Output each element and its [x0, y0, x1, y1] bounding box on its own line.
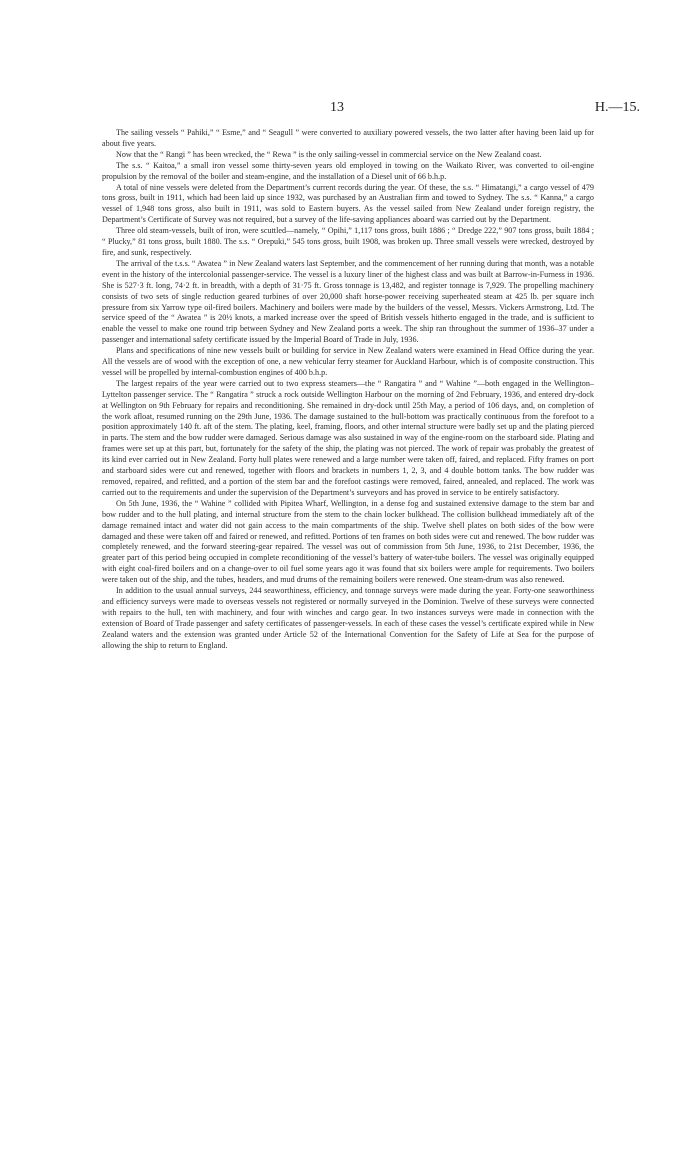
page-number: 13 [330, 100, 344, 115]
page-header [0, 100, 700, 120]
paragraph-new-vessel-plans: Plans and specifications of nine new vessels built or building for service in New Zealand waters were examined in Head Office during the year. All the vessels are of wood with the exception of one, a new vehicular ferry steamer for Auckland Harbour, which is of composite construction. This vessel will be propelled by internal-combustion engines of 400 b.h.p. [102, 346, 594, 377]
paragraph-steam-vessels-scuttled: Three old steam-vessels, built of iron, were scuttled—namely, “ Opihi,” 1,117 tons gross, built 1886 ; “ Dredge 222,” 907 tons gross, built 1884 ; “ Plucky,” 81 tons gross, built 1880. The s.s. “ Orepuki,” 545 tons gross, built 1908, was broken up. Three small vessels were wrecked, destroyed by fire, and sunk, respectively. [102, 226, 594, 257]
paragraph-wahine-collision: On 5th June, 1936, the “ Wahine ” collided with Pipitea Wharf, Wellington, in a dense fog and sustained extensive damage to the stem bar and bow rudder and to the hull plating, and internal structure from the stem to the chain locker bulkhead. The collision bulkhead immediately aft of the damage remained intact and water did not gain access to the main compartments of the ship. Twelve shell plates on both sides of the bow were damaged and these were taken off and faired or renewed, and refitted. Portions of ten frames on both sides were cut and renewed. The bow rudder was completely renewed, and the forward steering-gear repaired. The vessel was out of commission from 5th June, 1936, to 21st December, 1936, the greater part of this period being occupied in complete reconditioning of the vessel’s battery of water-tube boilers. The vessel was originally equipped with eight coal-fired boilers and on a change-over to oil fuel some years ago it was found that six boilers were ample for requirements. Two boilers were taken out of the ship, and the tubes, headers, and mud drums of the remaining boilers were renewed. One steam-drum was also renewed. [102, 498, 594, 585]
paragraph-kaitoa: The s.s. “ Kaitoa,” a small iron vessel some thirty-seven years old employed in towing on the Waikato River, was converted to oil-engine propulsion by the removal of the boiler and steam-engine, and the installation of a Diesel unit of 66 b.h.p. [102, 160, 594, 181]
paragraph-rangatira-repairs: The largest repairs of the year were carried out to two express steamers—the “ Rangatira ” and “ Wahine ”—both engaged in the Wellington–Lyttelton passenger service. The “ Rangatira ” struck a rock outside Wellington Harbour on the morning of 2nd February, 1936, and entered dry-dock at Wellington on 9th February for repairs and reconditioning. She remained in dry-dock until 25th May, a period of 106 days, and, on completion of the work afloat, resumed running on the 29th June, 1936. The damage sustained to the hull-bottom was practically continuous from the forefoot to a position approximately 140 ft. aft of the stem. The plating, keel, framing, floors, and other internal structure were badly set up and the plating pierced in parts. The stem and the bow rudder were damaged. Serious damage was also sustained in way of the engine-room on the starboard side. Plating and frames were set up at this part, but, fortunately for the safety of the ship, the plating was not pierced. The work of repair was probably the greatest of its kind ever carried out in New Zealand. Forty hull plates were renewed and a large number were taken off, faired, and replaced. Fifty frames on port and starboard sides were cut and renewed, together with floors and brackets in numbers 1, 2, 3, and 4 double bottom tanks. The bow rudder was removed, repaired, and refitted, and a portion of the stem bar and the forefoot castings were removed, faired, annealed, and replaced. The work was carried out to the requirements and under the supervision of the Department’s surveyors and has proved in service to be entirely satisfactory. [102, 378, 594, 497]
paragraph-sailing-vessels: The sailing vessels “ Pahiki,” “ Esme,” and “ Seagull ” were converted to auxiliary powered vessels, the two latter after having been laid up for about five years. [102, 128, 594, 148]
document-reference: H.—15. [594, 100, 640, 115]
body-text [102, 128, 594, 652]
paragraph-awatea: The arrival of the t.s.s. “ Awatea ” in New Zealand waters last September, and the commencement of her running during that month, was a notable event in the history of the intercolonial passenger-service. The vessel is a luxury liner of the highest class and was built at Barrow-in-Furness in 1936. She is 527·3 ft. long, 74·2 ft. in breadth, with a depth of 31·75 ft. Gross tonnage is 13,482, and register tonnage is 7,929. The propelling machinery consists of two sets of single reduction geared turbines of over 20,000 shaft horse-power receiving superheated steam at 425 lb. per square inch pressure from six Yarrow type oil-fired boilers. Machinery and boilers were made by the builders of the vessel, Messrs. Vickers Armstrong, Ltd. The service speed of the “ Awatea ” is 20½ knots, a marked increase over the speed of British vessels hitherto engaged in the trade, and is sufficient to enable the vessel to make one round trip between Sydney and New Zealand ports a week. The ship ran throughout the summer of 1936–37 under a passenger and international safety certificate issued by the Imperial Board of Trade in July, 1936. [102, 258, 594, 345]
paragraph-rangi-wreck: Now that the “ Rangi ” has been wrecked, the “ Rewa ” is the only sailing-vessel in commercial service on the New Zealand coast. [116, 149, 542, 159]
paragraph-surveys: In addition to the usual annual surveys, 244 seaworthiness, efficiency, and tonnage surveys were made during the year. Forty-one seaworthiness and efficiency surveys were made to overseas vessels not registered or normally surveyed in the Dominion. Twelve of these surveys were connected with repairs to the hull, ten with machinery, and four with winches and cargo gear. In two instances surveys were made in connection with the extension of Board of Trade passenger and safety certificates of passenger-vessels. In each of these cases the vessel’s certificate expired while in New Zealand waters and the extension was granted under Article 52 of the International Convention for the Safety of Life at Sea for the purpose of allowing the ship to return to England. [102, 586, 594, 650]
paragraph-vessels-deleted: A total of nine vessels were deleted from the Department’s current records during the year. Of these, the s.s. “ Himatangi,” a cargo vessel of 479 tons gross, built in 1911, which had been laid up since 1932, was purchased by an Australian firm and towed to Sydney. The s.s. “ Kanna,” a cargo vessel of 1,948 tons gross, also built in 1911, was sold to Eastern buyers. As the vessel sailed from New Zealand under foreign registry, the Department’s Certificate of Survey was not required, but a survey of the life-saving appliances aboard was carried out by the Department. [102, 182, 594, 225]
